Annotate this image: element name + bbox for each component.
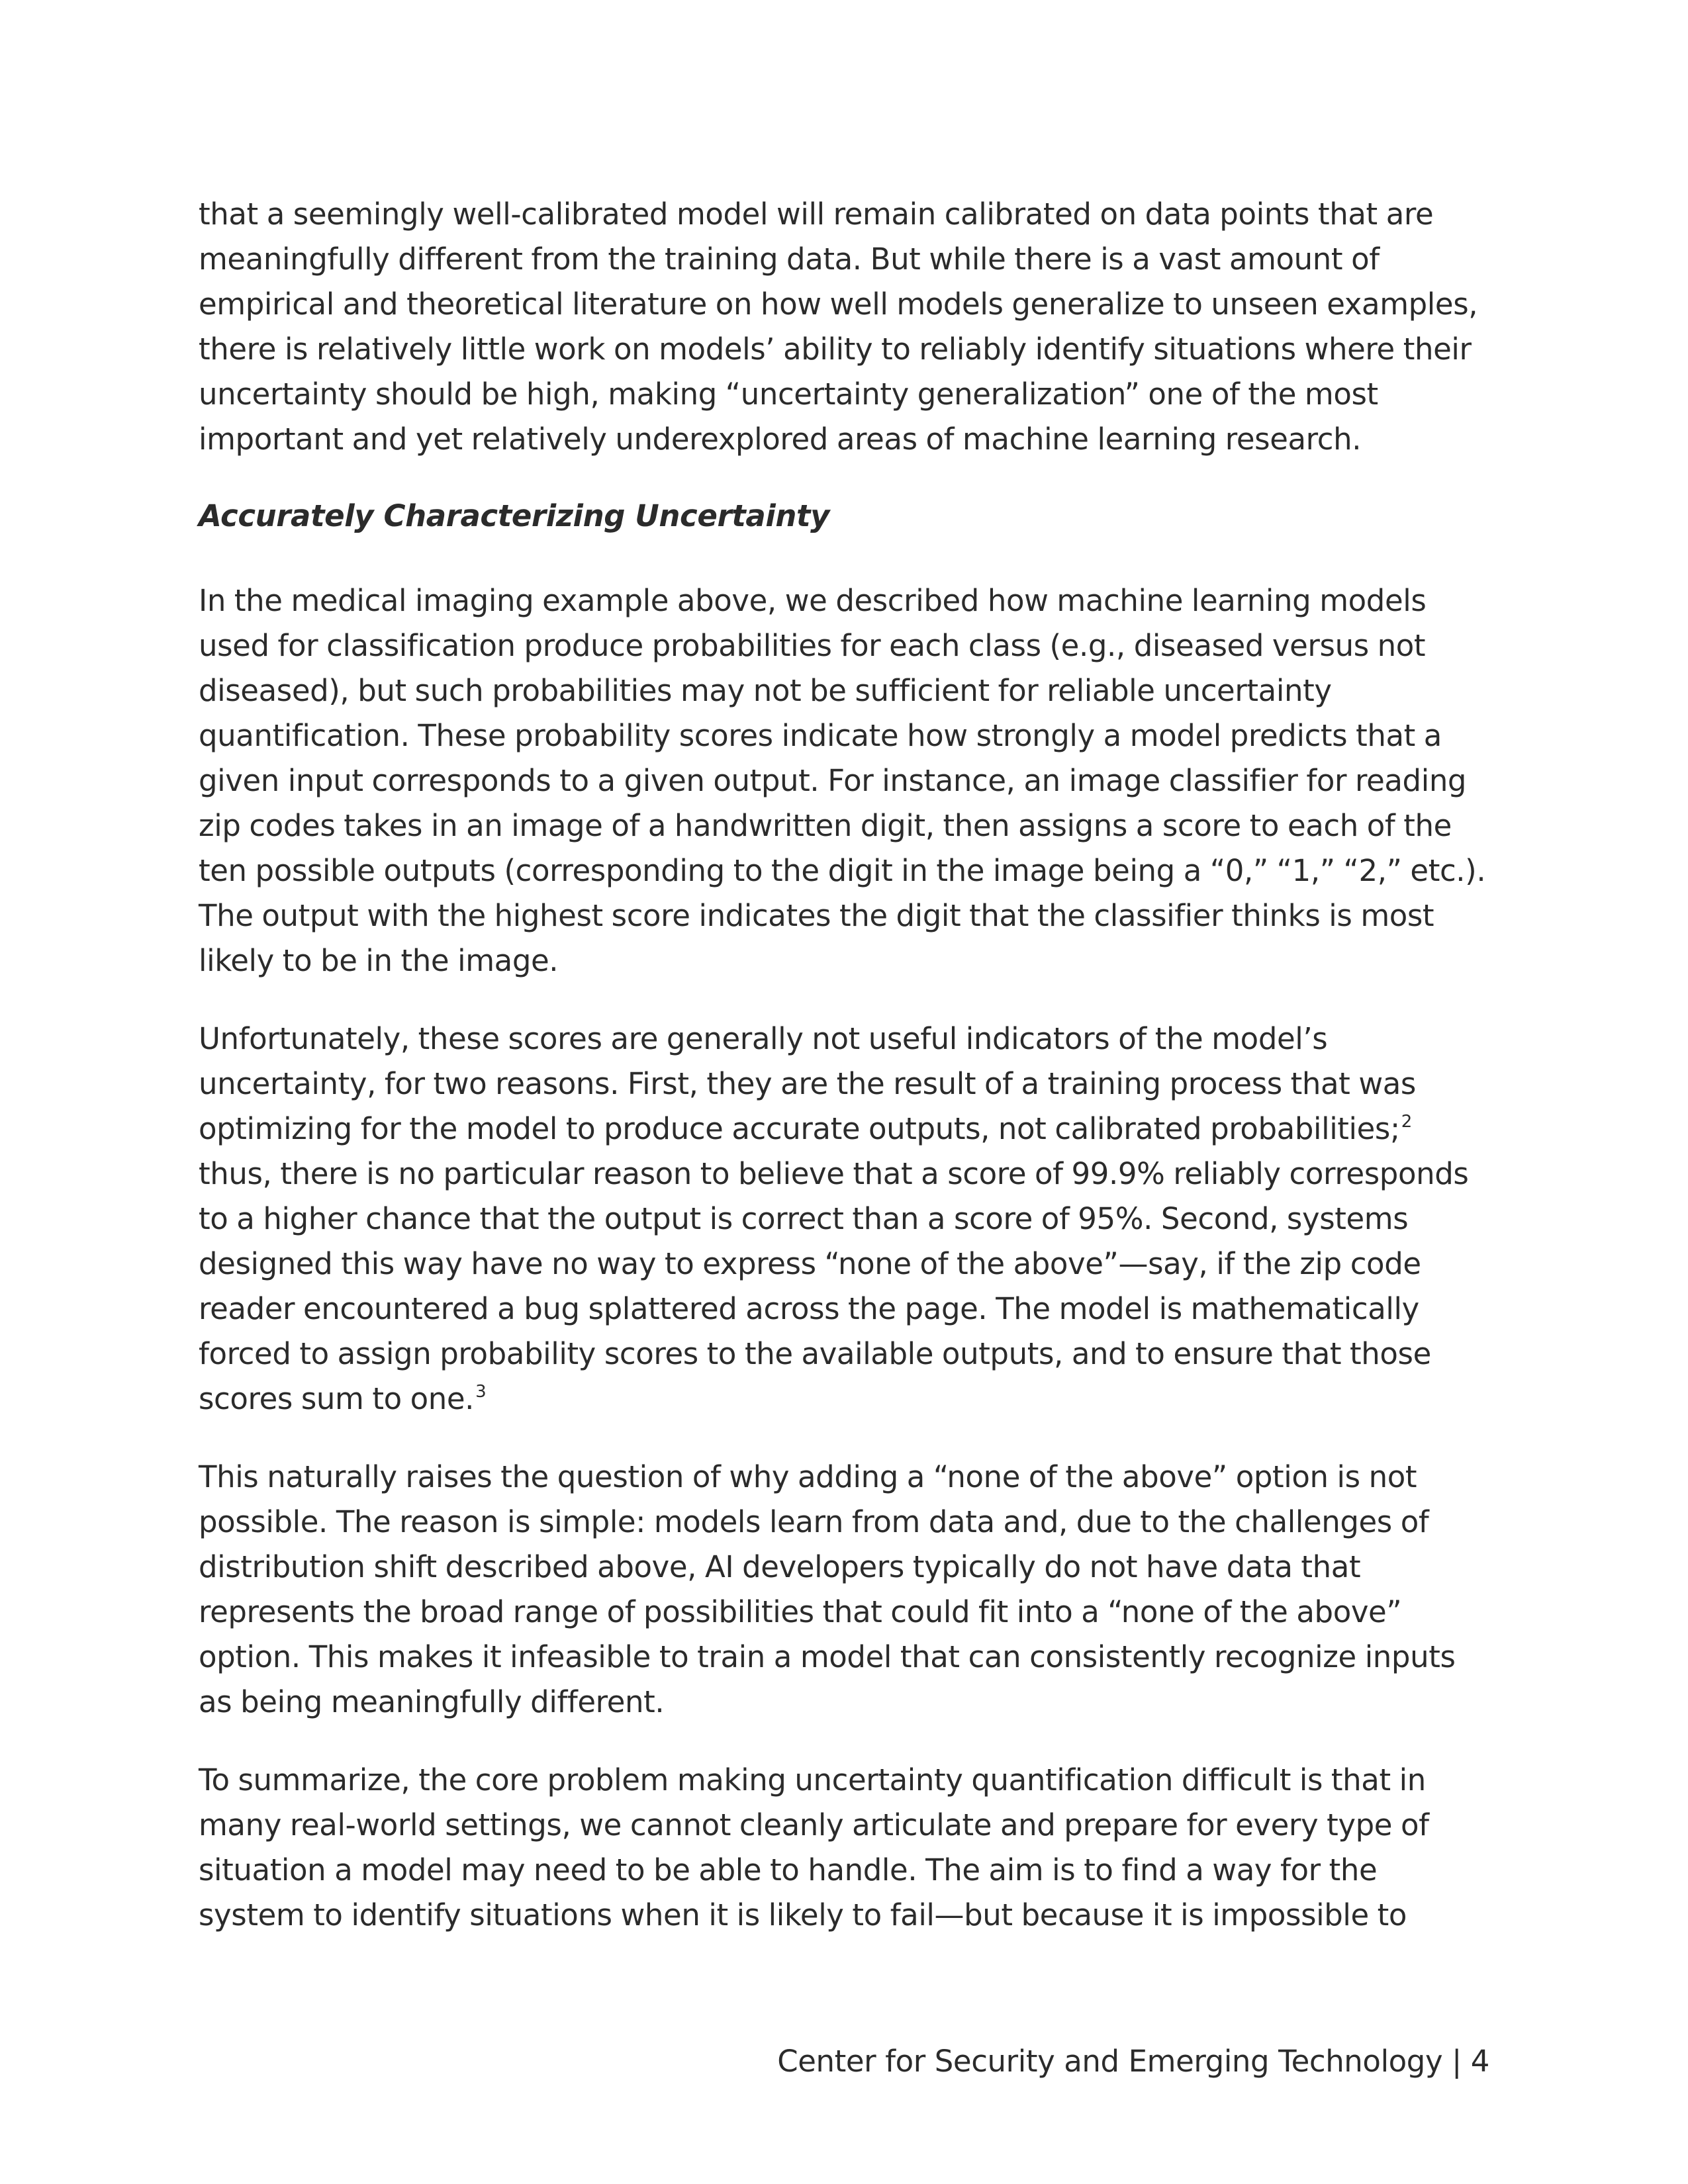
document-body xyxy=(199,192,1489,1971)
page-footer: Center for Security and Emerging Technology | 4 xyxy=(777,2044,1489,2079)
footnote-marker-3[interactable]: 3 xyxy=(475,1382,487,1402)
footnote-marker-2[interactable]: 2 xyxy=(1401,1112,1412,1132)
section-heading: Accurately Characterizing Uncertainty xyxy=(199,498,830,533)
paragraph-classification-probabilities: In the medical imaging example above, we described how machine learning models used for classification produce probabilities for each class (e.g., diseased versus not diseased), but such probabilities may not be sufficient for reliable uncertainty quantification. These probability scores indicate how strongly a model predicts that a given input corresponds to a given output. For instance, an image classifier for reading zip codes takes in an image of a handwritten digit, then assigns a score to each of the ten possible outputs (corresponding to the digit in the image being a “0,” “1,” “2,” etc.). The output with the highest score indicates the digit that the classifier thinks is most likely to be in the image. xyxy=(199,583,1486,978)
paragraph-scores-not-useful xyxy=(199,1017,1489,1422)
paragraph-summary: To summarize, the core problem making uncertainty quantification difficult is that in many real-world settings, we cannot cleanly articulate and prepare for every type of situation a model may need to be able to handle. The aim is to find a way for the system to identify situations when it is likely to fail—but because it is impossible to xyxy=(199,1762,1429,1933)
paragraph-text-part-2: thus, there is no particular reason to believe that a score of 99.9% reliably corresponds to a higher chance that the output is correct than a score of 95%. Second, systems designed this way have no way to express “none of the above”—say, if the zip code reader encountered a bug splattered across the page. The model is mathematically forced to assign probability scores to the available outputs, and to ensure that those scores sum to one. xyxy=(199,1156,1469,1416)
paragraph-uncertainty-generalization: that a seemingly well-calibrated model will remain calibrated on data points that are meaningfully different from the training data. But while there is a vast amount of empirical and theoretical literature on how well models generalize to unseen examples, there is relatively little work on models’ ability to reliably identify situations where their uncertainty should be high, making “uncertainty generalization” one of the most important and yet relatively underexplored areas of machine learning research. xyxy=(199,197,1478,457)
paragraph-none-of-the-above: This naturally raises the question of why adding a “none of the above” option is not possible. The reason is simple: models learn from data and, due to the challenges of distribution shift described above, AI developers typically do not have data that represents the broad range of possibilities that could fit into a “none of the above” option. This makes it infeasible to train a model that can consistently recognize inputs as being meaningfully different. xyxy=(199,1459,1456,1719)
paragraph-text-part-1: Unfortunately, these scores are generally not useful indicators of the model’s uncertainty, for two reasons. First, they are the result of a training process that was optimizing for the model to produce accurate outputs, not calibrated probabilities; xyxy=(199,1021,1416,1146)
